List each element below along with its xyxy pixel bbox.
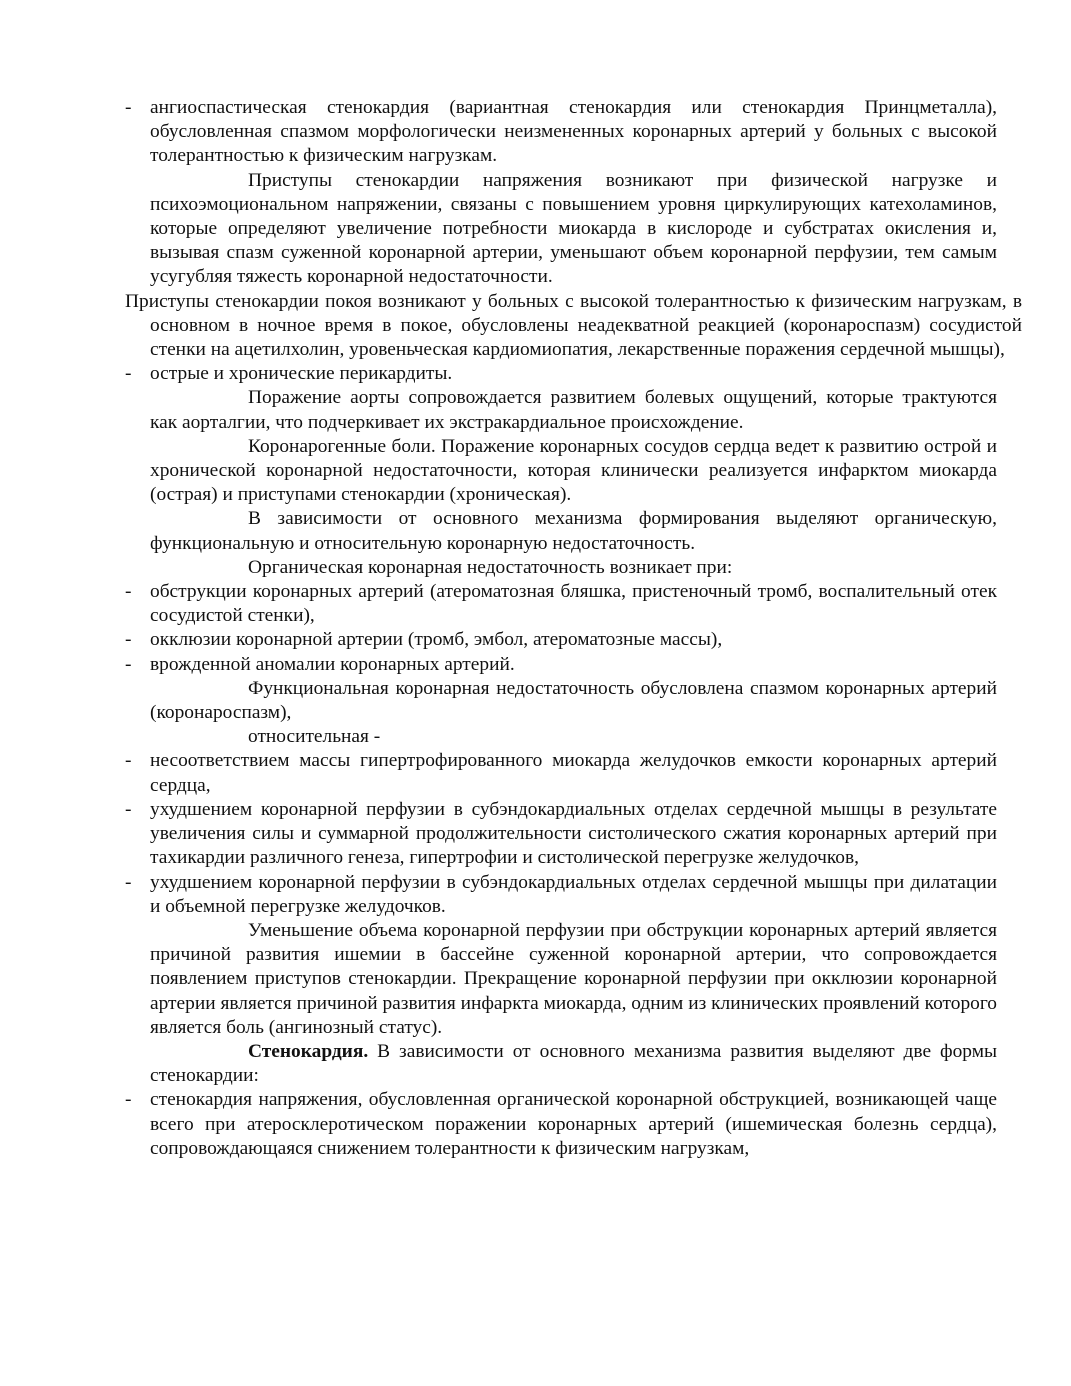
bullet-dash: -: [125, 629, 132, 651]
indented-paragraph: Коронарогенные боли. Поражение коронарных сосудов сердца ведет к развитию острой и хронической коронарной недостаточности, которая клинически реализуется инфарктом миокарда (острая) и приступами стенокардии (хроническая).: [150, 435, 997, 506]
paragraph-text: В зависимости от основного механизма развития выделяют две формы стенокардии:: [150, 1040, 997, 1087]
bullet-item: [125, 1088, 997, 1161]
bullet-text: стенокардия напряжения, обусловленная органической коронарной обструкцией, возникающей чаще всего при атеросклеротическом поражении коронарных артерий (ишемическая болезнь сердца), сопровождающаяся снижением толерантности к физическим нагрузкам,: [150, 1089, 997, 1159]
bullet-text: обструкции коронарных артерий (атероматозная бляшка, пристеночный тромб, воспалительный отек сосудистой стенки),: [150, 581, 997, 627]
bold-term: Стенокардия.: [248, 1040, 369, 1062]
bullet-item: [125, 362, 997, 386]
bullet-item: [125, 628, 997, 652]
bullet-dash: -: [125, 871, 132, 893]
bullet-item: [125, 653, 997, 677]
bullet-dash: -: [125, 97, 132, 118]
indented-paragraph: относительная -: [248, 726, 381, 748]
bullet-item: [125, 580, 997, 628]
indented-paragraph: Поражение аорты сопровождается развитием болевых ощущений, которые трактуются как аорталгии, что подчеркивает их экстракардиальное происхождение.: [150, 387, 997, 433]
bullet-text: окклюзии коронарной артерии (тромб, эмбол, атероматозные массы),: [150, 629, 723, 651]
document-page: [0, 96, 1071, 1161]
indented-paragraph: Уменьшение объема коронарной перфузии при обструкции коронарных артерий является причиной развития ишемии в бассейне суженной коронарной артерии, что сопровождается появлением приступов стенокардии. Прекращение коронарной перфузии при окклюзии коронарной артерии является причиной развития инфаркта миокарда, одним из клинических проявлений которого является боль (ангинозный статус).: [150, 919, 997, 1038]
bullet-text: ухудшением коронарной перфузии в субэндокардиальных отделах сердечной мышцы в результате увеличения силы и суммарной продолжительности систолического сжатия коронарных артерий при тахикардии различного генеза, гипертрофии и систолической перегрузке желудочков,: [150, 798, 997, 869]
indented-paragraph: [150, 1040, 997, 1088]
bullet-text: несоответствием массы гипертрофированного миокарда желудочков емкости коронарных артерий сердца,: [150, 750, 997, 796]
bullet-dash: -: [125, 1089, 132, 1111]
bullet-item: [125, 96, 997, 169]
bullet-text: ангиоспастическая стенокардия (вариантная стенокардия или стенокардия Принцметалла), обусловленная спазмом морфологически неизмененных коронарных артерий у больных с высокой толерантностью к физическим нагрузкам.: [150, 97, 997, 167]
bullet-text: врожденной аномалии коронарных артерий.: [150, 653, 515, 675]
bullet-text: ухудшением коронарной перфузии в субэндокардиальных отделах сердечной мышцы при дилатации и объемной перегрузке желудочков.: [150, 871, 997, 917]
bullet-dash: -: [125, 798, 132, 820]
bullet-dash: -: [125, 581, 132, 603]
indented-paragraph: Органическая коронарная недостаточность возникает при:: [248, 556, 733, 578]
bullet-dash: -: [125, 750, 132, 772]
indented-paragraph: Функциональная коронарная недостаточность обусловлена спазмом коронарных артерий (коронароспазм),: [150, 677, 997, 724]
indented-paragraph: В зависимости от основного механизма формирования выделяют органическую, функциональную и относительную коронарную недостаточность.: [150, 508, 997, 554]
bullet-item: [125, 871, 997, 919]
bullet-item: [125, 798, 997, 871]
indented-paragraph: Приступы стенокардии напряжения возникают при физической нагрузке и психоэмоциональном напряжении, связаны с повышением уровня циркулирующих катехоламинов, которые определяют увеличение потребности миокарда в кислороде и субстратах окисления и, вызывая спазм суженной коронарной артерии, уменьшают объем коронарной перфузии, тем самым усугубляя тяжесть коронарной недостаточности.: [150, 169, 997, 288]
bullet-dash: -: [125, 363, 132, 385]
bullet-item: [125, 749, 997, 797]
hanging-paragraph: Приступы стенокардии покоя возникают у больных с высокой толерантностью к физическим нагрузкам, в основном в ночное время в покое, обусловлены неадекватной реакцией (коронароспазм) сосудистой стенки на ацетилхолин, уровеньческая кардиомиопатия, лекарственные поражения сердечной мышцы),: [125, 290, 1022, 361]
bullet-text: острые и хронические перикардиты.: [150, 363, 453, 385]
bullet-dash: -: [125, 653, 132, 675]
